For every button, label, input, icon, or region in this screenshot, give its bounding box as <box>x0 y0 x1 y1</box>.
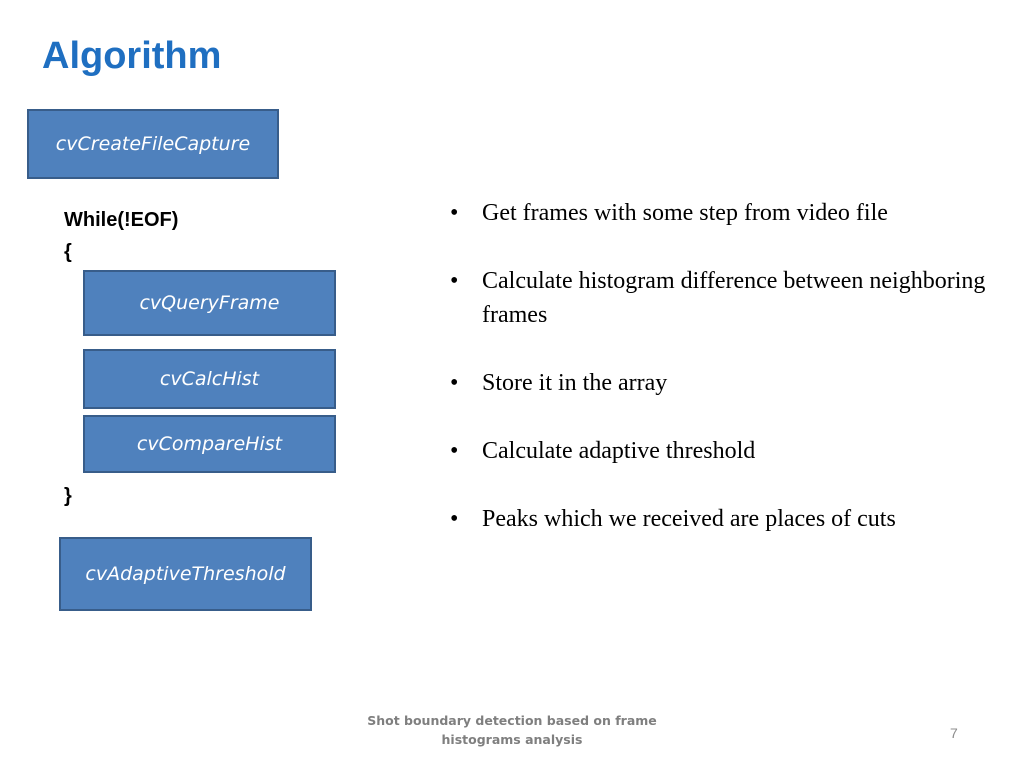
bullet-text: Get frames with some step from video file <box>482 200 888 226</box>
bullet-text: Calculate adaptive threshold <box>482 438 756 464</box>
bullet-text: Calculate histogram difference between neighboring frames <box>482 268 986 328</box>
cvcreatefilecapture-box <box>27 109 279 179</box>
bullet-dot: • <box>450 438 459 464</box>
cvcomparehist-label: cvCompareHist <box>136 433 283 455</box>
bullet-dot: • <box>450 506 459 532</box>
slide-title: Algorithm <box>42 35 222 77</box>
bullet-item <box>450 434 1010 468</box>
bullet-dot: • <box>450 370 459 396</box>
bullet-text: Store it in the array <box>482 370 668 396</box>
bullet-item <box>450 196 1010 230</box>
cvqueryframe-box <box>83 270 336 336</box>
cvcalchist-label: cvCalcHist <box>159 368 260 390</box>
page-number: 7 <box>950 725 958 741</box>
bullet-dot: • <box>450 268 459 294</box>
cvcalchist-box <box>83 349 336 409</box>
bullet-item <box>450 366 1010 400</box>
cvadaptivethreshold-label: cvAdaptiveThreshold <box>85 563 286 585</box>
slide-footer: Shot boundary detection based on frame histograms analysis <box>367 713 657 747</box>
cvcreatefilecapture-label: cvCreateFileCapture <box>55 133 251 155</box>
bullet-dot: • <box>450 200 459 226</box>
cvqueryframe-label: cvQueryFrame <box>139 292 280 314</box>
bullet-item <box>450 264 1010 332</box>
cvcomparehist-box <box>83 415 336 473</box>
close-brace: } <box>64 485 72 507</box>
open-brace: { <box>64 241 72 263</box>
bullet-list <box>450 196 1010 570</box>
bullet-item <box>450 502 1010 536</box>
cvadaptivethreshold-box <box>59 537 312 611</box>
bullet-text: Peaks which we received are places of cuts <box>482 506 896 532</box>
while-loop-header: While(!EOF) <box>64 209 179 231</box>
